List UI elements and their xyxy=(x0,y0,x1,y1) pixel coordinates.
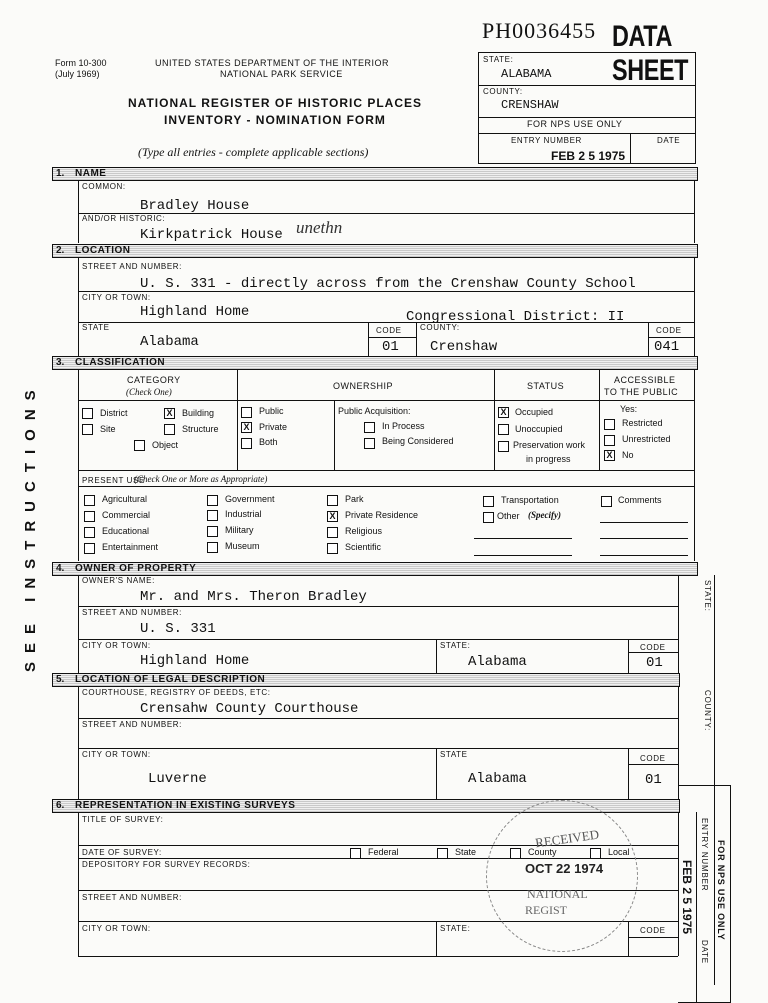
location-county-code-value: 041 xyxy=(654,339,680,355)
side-nps-use-only: FOR NPS USE ONLY xyxy=(716,840,726,941)
owner-street-label: STREET AND NUMBER: xyxy=(82,608,182,617)
legal-code-label: CODE xyxy=(640,754,666,763)
checkbox-structure[interactable] xyxy=(164,424,175,435)
stamp-line-2: REGIST xyxy=(525,903,567,917)
location-state-label: STATE xyxy=(82,323,110,332)
section-4-title: OWNER OF PROPERTY xyxy=(75,563,197,574)
accessible-yes-label: Yes: xyxy=(620,404,638,414)
type-instructions: (Type all entries - complete applicable sections) xyxy=(138,145,369,159)
state-label: STATE: xyxy=(483,55,514,64)
county-value: CRENSHAW xyxy=(501,98,559,112)
legal-state-value: Alabama xyxy=(468,771,527,787)
section-2-title: LOCATION xyxy=(75,245,131,256)
checkbox-industrial[interactable] xyxy=(207,510,218,521)
checkbox-restricted[interactable] xyxy=(604,419,615,430)
use-industrial: Industrial xyxy=(225,509,262,519)
use-private-residence: Private Residence xyxy=(345,510,419,520)
checkbox-private[interactable]: X xyxy=(241,422,252,433)
form-title-2: INVENTORY - NOMINATION FORM xyxy=(164,113,386,127)
handwritten-note: unethn xyxy=(296,218,343,237)
location-county-code-label: CODE xyxy=(656,326,682,335)
side-entry-number: ENTRY NUMBER xyxy=(700,818,709,892)
side-county-label: COUNTY: xyxy=(703,690,712,732)
option-public: Public xyxy=(259,406,284,416)
section-1-title: NAME xyxy=(75,168,107,179)
option-in-process: In Process xyxy=(382,421,425,431)
congressional-district: Congressional District: II xyxy=(406,309,625,325)
checkbox-scientific[interactable] xyxy=(327,543,338,554)
legal-code-value: 01 xyxy=(645,772,662,788)
survey-county: County xyxy=(528,847,557,857)
use-scientific: Scientific xyxy=(345,542,382,552)
legal-city-label: CITY OR TOWN: xyxy=(82,750,151,759)
option-both: Both xyxy=(259,437,278,447)
legal-city-value: Luverne xyxy=(148,771,207,787)
category-sub: (Check One) xyxy=(126,387,172,397)
section-5-bar xyxy=(52,673,680,687)
option-private: Private xyxy=(259,422,288,432)
option-building: Building xyxy=(182,408,215,418)
entry-date-stamp: FEB 2 5 1975 xyxy=(551,149,626,163)
option-site: Site xyxy=(100,424,116,434)
section-6-number: 6. xyxy=(56,800,65,811)
checkbox-religious[interactable] xyxy=(327,527,338,538)
option-unrestricted: Unrestricted xyxy=(622,434,671,444)
section-1-bar xyxy=(52,167,698,181)
location-state-code-value: 01 xyxy=(382,339,399,355)
option-occupied: Occupied xyxy=(515,407,554,417)
checkbox-other[interactable] xyxy=(483,512,494,523)
date-label: DATE xyxy=(657,136,681,145)
checkbox-occupied[interactable]: X xyxy=(498,407,509,418)
use-other: Other xyxy=(497,511,520,521)
use-military: Military xyxy=(225,525,254,535)
location-state-value: Alabama xyxy=(140,334,199,350)
side-date-stamp: FEB 2 5 1975 xyxy=(680,860,694,935)
location-street-value: U. S. 331 - directly across from the Crenshaw County School xyxy=(140,276,636,292)
checkbox-park[interactable] xyxy=(327,495,338,506)
courthouse-label: COURTHOUSE, REGISTRY OF DEEDS, ETC: xyxy=(82,688,271,697)
survey-state-label: STATE: xyxy=(440,924,471,933)
accessible-header-2: TO THE PUBLIC xyxy=(604,387,679,397)
present-use-sub: (Check One or More as Appropriate) xyxy=(134,474,268,484)
survey-federal: Federal xyxy=(368,847,399,857)
section-6-title: REPRESENTATION IN EXISTING SURVEYS xyxy=(75,800,296,811)
legal-state-label: STATE xyxy=(440,750,468,759)
survey-title-label: TITLE OF SURVEY: xyxy=(82,815,164,824)
historic-name-value: Kirkpatrick House xyxy=(140,227,283,243)
received-stamp xyxy=(486,800,638,952)
checkbox-agricultural[interactable] xyxy=(84,495,95,506)
form-number: Form 10-300 xyxy=(55,58,107,68)
option-no: No xyxy=(622,450,634,460)
use-commercial: Commercial xyxy=(102,510,151,520)
state-value: ALABAMA xyxy=(501,67,552,81)
checkbox-object[interactable] xyxy=(134,440,145,451)
side-state-label: STATE: xyxy=(703,580,712,612)
use-museum: Museum xyxy=(225,541,260,551)
legal-street-label: STREET AND NUMBER: xyxy=(82,720,182,729)
nps-use-label: FOR NPS USE ONLY xyxy=(527,119,623,129)
location-state-code-label: CODE xyxy=(376,326,402,335)
owner-city-label: CITY OR TOWN: xyxy=(82,641,151,650)
survey-local: Local xyxy=(608,847,630,857)
checkbox-both[interactable] xyxy=(241,438,252,449)
survey-date-label: DATE OF SURVEY: xyxy=(82,848,162,857)
section-4-number: 4. xyxy=(56,563,65,574)
agency-line-1: UNITED STATES DEPARTMENT OF THE INTERIOR xyxy=(155,58,390,68)
location-city-label: CITY OR TOWN: xyxy=(82,293,151,302)
checkbox-unrestricted[interactable] xyxy=(604,435,615,446)
state-box xyxy=(478,52,696,164)
checkbox-district[interactable] xyxy=(82,408,93,419)
location-street-label: STREET AND NUMBER: xyxy=(82,262,182,271)
checkbox-private-residence[interactable]: X xyxy=(327,511,338,522)
section-2-bar xyxy=(52,244,698,258)
checkbox-government[interactable] xyxy=(207,495,218,506)
checkbox-site[interactable] xyxy=(82,424,93,435)
owner-city-value: Highland Home xyxy=(140,653,250,669)
checkbox-preservation[interactable] xyxy=(498,441,509,452)
checkbox-being-considered[interactable] xyxy=(364,438,375,449)
survey-state: State xyxy=(455,847,477,857)
option-preservation: Preservation work xyxy=(513,440,586,450)
depository-label: DEPOSITORY FOR SURVEY RECORDS: xyxy=(82,860,251,869)
use-government: Government xyxy=(225,494,275,504)
checkbox-in-process[interactable] xyxy=(364,422,375,433)
public-acquisition-label: Public Acquisition: xyxy=(338,406,411,416)
checkbox-museum[interactable] xyxy=(207,542,218,553)
entry-number-label: ENTRY NUMBER xyxy=(511,136,582,145)
stamp-received: RECEIVED xyxy=(534,826,600,851)
checkbox-commercial[interactable] xyxy=(84,511,95,522)
owner-code-value: 01 xyxy=(646,655,663,671)
use-other-specify: (Specify) xyxy=(528,510,561,520)
see-instructions: SEE INSTRUCTIONS xyxy=(22,381,39,672)
stamp-line-1: NATIONAL xyxy=(527,887,588,901)
side-date-label: DATE xyxy=(700,940,709,964)
handwritten-id: PH0036455 xyxy=(482,18,597,43)
accessible-header-1: ACCESSIBLE xyxy=(614,375,676,385)
section-3-title: CLASSIFICATION xyxy=(75,357,166,368)
common-label: COMMON: xyxy=(82,182,126,191)
status-header: STATUS xyxy=(527,381,565,391)
data-sheet-title: DATA SHEET xyxy=(612,20,689,87)
category-header: CATEGORY xyxy=(127,375,181,385)
checkbox-transportation[interactable] xyxy=(483,496,494,507)
use-transportation: Transportation xyxy=(501,495,559,505)
location-county-label: COUNTY: xyxy=(420,323,460,332)
use-entertainment: Entertainment xyxy=(102,542,159,552)
option-being-considered: Being Considered xyxy=(382,436,454,446)
county-label: COUNTY: xyxy=(483,87,523,96)
section-5-title: LOCATION OF LEGAL DESCRIPTION xyxy=(75,674,266,685)
owner-code-label: CODE xyxy=(640,643,666,652)
section-1-number: 1. xyxy=(56,168,65,179)
option-unoccupied: Unoccupied xyxy=(515,424,563,434)
form-title-1: NATIONAL REGISTER OF HISTORIC PLACES xyxy=(128,96,423,110)
stamp-date: OCT 22 1974 xyxy=(525,861,604,876)
option-district: District xyxy=(100,408,128,418)
section-3-number: 3. xyxy=(56,357,65,368)
use-educational: Educational xyxy=(102,526,150,536)
section-5-number: 5. xyxy=(56,674,65,685)
checkbox-no[interactable]: X xyxy=(604,450,615,461)
owner-state-label: STATE: xyxy=(440,641,471,650)
section-2-number: 2. xyxy=(56,245,65,256)
courthouse-value: Crensahw County Courthouse xyxy=(140,701,359,717)
survey-code-label: CODE xyxy=(640,926,666,935)
owner-street-value: U. S. 331 xyxy=(140,621,216,637)
owner-name-value: Mr. and Mrs. Theron Bradley xyxy=(140,589,367,605)
owner-name-label: OWNER'S NAME: xyxy=(82,576,155,585)
checkbox-entertainment[interactable] xyxy=(84,543,95,554)
checkbox-military[interactable] xyxy=(207,526,218,537)
use-agricultural: Agricultural xyxy=(102,494,148,504)
use-comments: Comments xyxy=(618,495,662,505)
survey-street-label: STREET AND NUMBER: xyxy=(82,893,182,902)
historic-label: AND/OR HISTORIC: xyxy=(82,214,166,223)
checkbox-comments[interactable] xyxy=(601,496,612,507)
checkbox-building[interactable]: X xyxy=(164,408,175,419)
option-structure: Structure xyxy=(182,424,219,434)
common-name-value: Bradley House xyxy=(140,198,250,214)
survey-city-label: CITY OR TOWN: xyxy=(82,924,151,933)
ownership-header: OWNERSHIP xyxy=(333,381,394,391)
present-use-label: PRESENT USE xyxy=(82,476,145,485)
owner-state-value: Alabama xyxy=(468,654,527,670)
use-religious: Religious xyxy=(345,526,383,536)
option-restricted: Restricted xyxy=(622,418,663,428)
section-3-bar xyxy=(52,356,698,370)
option-in-progress: in progress xyxy=(526,454,571,464)
agency-line-2: NATIONAL PARK SERVICE xyxy=(220,69,343,79)
checkbox-public[interactable] xyxy=(241,407,252,418)
location-city-value: Highland Home xyxy=(140,304,250,320)
option-object: Object xyxy=(152,440,179,450)
use-park: Park xyxy=(345,494,364,504)
form-date: (July 1969) xyxy=(55,69,100,79)
checkbox-educational[interactable] xyxy=(84,527,95,538)
location-county-value: Crenshaw xyxy=(430,339,498,355)
section-4-bar xyxy=(52,562,698,576)
checkbox-unoccupied[interactable] xyxy=(498,424,509,435)
